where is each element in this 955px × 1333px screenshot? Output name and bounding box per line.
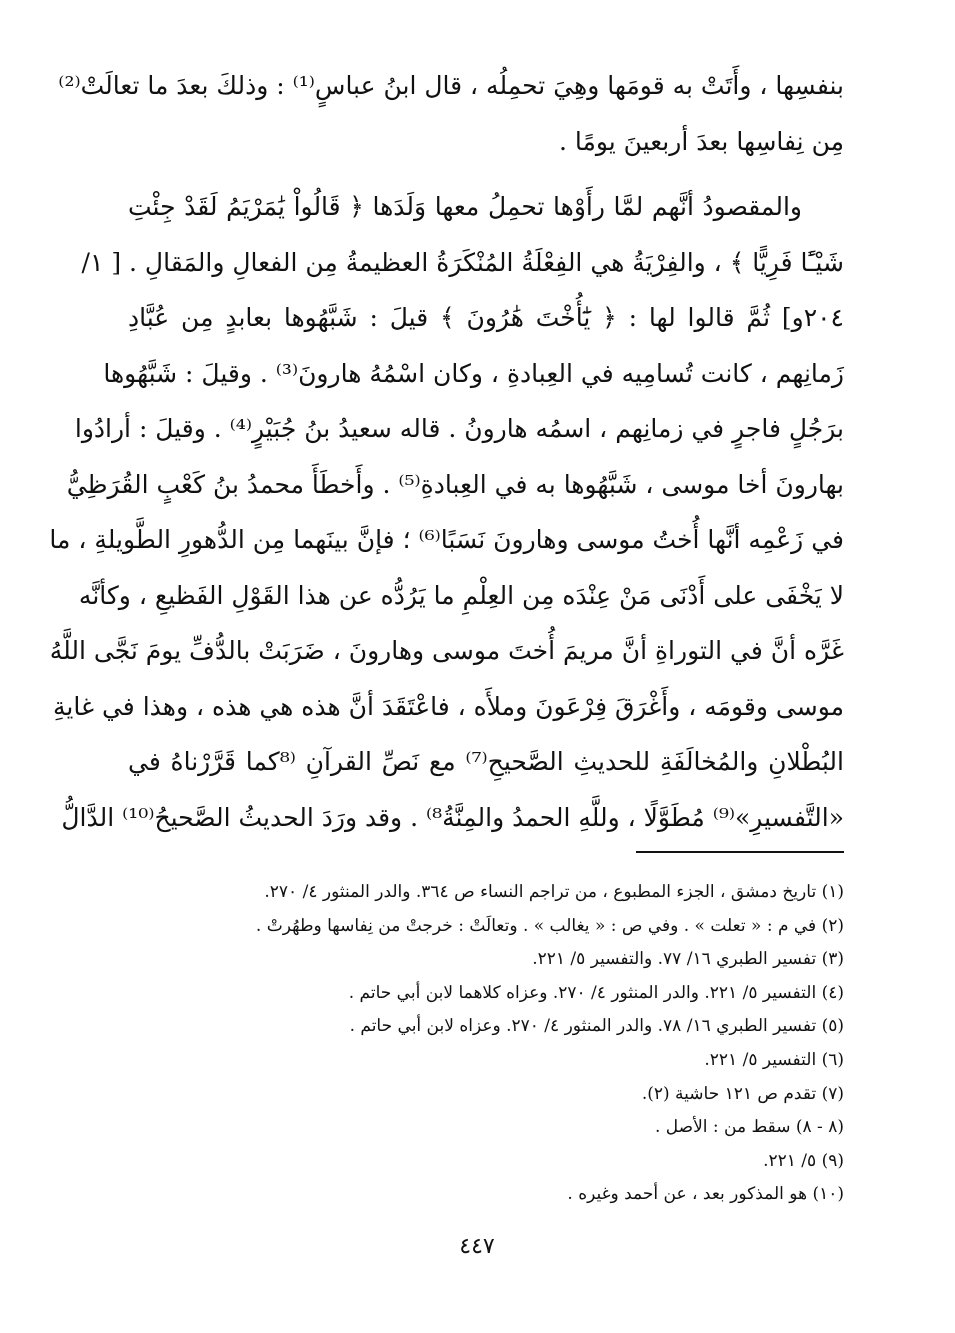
text-line: بنفسِها ، وأَتَتْ به قومَها وهِيَ تحمِلُه ، قال ابنُ عباسٍ⁽¹⁾ : وذلكَ بعدَ ما تعالَتْ⁽²⁾	[58, 71, 844, 100]
text-line: مِن نِفاسِها بعدَ أربعينَ يومًا .	[558, 126, 844, 156]
text-line: والمقصودُ أنَّهم لمَّا رأَوْها تحمِلُ معها وَلَدَها ﴿ قَالُواْ يَٰمَرْيَمُ لَقَدْ جِئْتِ	[128, 192, 802, 221]
footnote: (٣) تفسير الطبري ١٦/ ٧٧. والتفسير ٥/ ٢٢١.	[532, 949, 844, 970]
text-line: بهارونَ أخا موسى ، شَبَّهُوها به في العِبادةِ⁽⁵⁾ . وأَخطَأَ محمدُ بنُ كَعْبٍ القُرَظِيُّ	[66, 469, 844, 499]
footnote: (٢) في م : « تعلت » . وفي ص : « يغالب » . وتعالَتْ : خرجتْ من نِفاسها وطهُرتْ .	[255, 915, 844, 936]
footnote-divider	[636, 851, 844, 853]
footnote: (٥) تفسير الطبري ١٦/ ٧٨. والدر المنثور ٤/ ٢٧٠. وعزاه لابن أبي حاتم .	[349, 1016, 844, 1037]
footnote: (٩) ٥/ ٢٢١.	[763, 1150, 844, 1171]
text-line: برَجُلٍ فاجرٍ في زمانِهم ، اسمُه هارونُ . قاله سعيدُ بنُ جُبَيْرٍ⁽⁴⁾ . وقيلَ : أرادُوا	[74, 414, 844, 443]
main-text-block	[49, 58, 844, 845]
text-line: البُطْلانِ والمُخالَفَةِ للحديثِ الصَّحيحِ⁽⁷⁾ مع نَصِّ القرآنِ ⁽⁸كما قَرَّرْناهُ في	[128, 747, 844, 776]
footnote: (٦) التفسير ٥/ ٢٢١.	[704, 1049, 844, 1070]
text-line: شَيْـًٔا فَرِيًّا ﴾ ، والفِرْيَةُ هي الفِعْلَةُ المُنْكَرَةُ العظيمةُ مِن الفعالِ والمَقالِ . [ ١/	[81, 247, 844, 277]
footnote: (١) تاريخ دمشق ، الجزء المطبوع ، من تراجم النساء ص ٣٦٤. والدر المنثور ٤/ ٢٧٠.	[264, 882, 844, 902]
footnote: (٧) تقدم ص ١٢١ حاشية (٢).	[641, 1083, 844, 1104]
text-line: ٢٠٤و] ثُمَّ قالوا لها : ﴿ يَٰٓأُخْتَ هَٰرُونَ ﴾ قيلَ : شَبَّهُوها بعابدٍ مِن عُبَّادِ	[128, 303, 844, 332]
text-line: غَرَّه أنَّ في التوراةِ أنَّ مريمَ أُختَ موسى وهارونَ ، ضَرَبَتْ بالدُّفِّ يومَ نَجَّى اللَّهُ	[49, 636, 844, 665]
text-line: لا يَخْفَى على أَدْنَى مَنْ عِنْدَه مِن العِلْمِ ما يَرُدُّه عن هذا القَوْلِ الفَظيعِ ، وكأنَّه	[78, 580, 844, 610]
footnote: (٤) التفسير ٥/ ٢٢١. والدر المنثور ٤/ ٢٧٠. وعزاه كلاهما لابن أبي حاتم .	[348, 982, 844, 1003]
text-line: موسى وقومَه ، وأَغْرَقَ فِرْعَونَ وملأَه ، فاعْتَقَدَ أنَّ هذه هي هذه ، وهذا في غايةِ	[52, 691, 844, 721]
text-line: «التَّفسيرِ»⁽⁹⁾ مُطَوَّلًا ، وللَّهِ الحمدُ والمِنَّةُ⁸⁾ . وقد ورَدَ الحديثُ الصَّحيحُ⁽¹⁰⁾ الدَّالُّ	[61, 802, 844, 832]
footnotes-list	[200, 876, 844, 1212]
text-line: زَمانِهم ، كانت تُسامِيه في العِبادةِ ، وكان اسْمُهُ هارونَ⁽³⁾ . وقيلَ : شَبَّهُوها	[103, 358, 844, 388]
footnote: (١٠) هو المذكور بعد ، عن أحمد وغيره .	[567, 1184, 844, 1205]
text-line: في زَعْمِه أنَّها أُختُ موسى وهارونَ نَسَبًا⁽⁶⁾ ؛ فإنَّ بينَهما مِن الدُّهورِ الطَّويلةِ ، ما	[49, 525, 844, 554]
page-number: ٤٤٧	[459, 1234, 495, 1259]
footnote: (٨ - ٨) سقط من : الأصل .	[654, 1117, 844, 1138]
